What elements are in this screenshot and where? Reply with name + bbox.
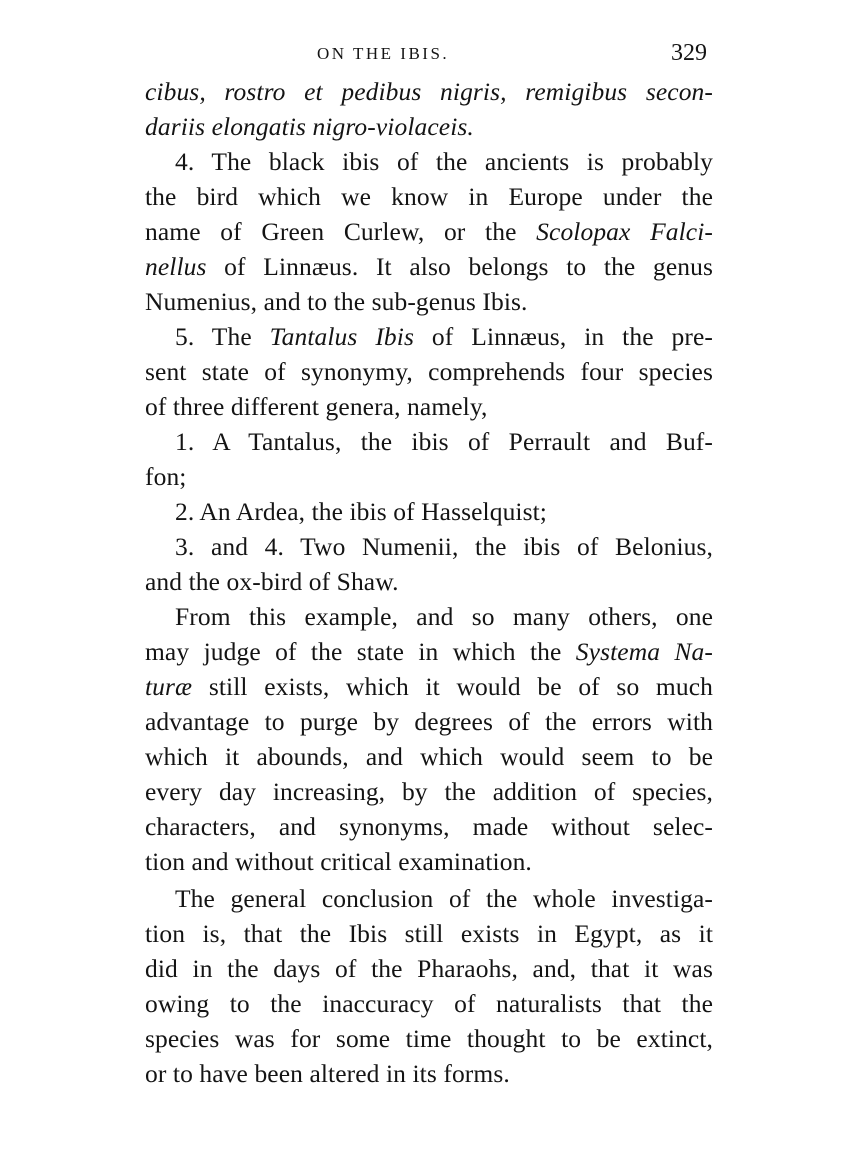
page-header xyxy=(145,34,713,74)
latin-description: cibus, rostro et pedibus nigris, remigibus secon- xyxy=(145,77,713,106)
paragraph-start: The general conclusion of the whole investiga- xyxy=(175,884,713,913)
page-number: 329 xyxy=(671,40,707,66)
text-line: owing to the inaccuracy of naturalists that the xyxy=(145,989,713,1018)
paragraph-4-start: 4. The black ibis of the ancients is probably xyxy=(175,147,713,176)
text-line: sent state of synonymy, comprehends four species xyxy=(145,357,713,386)
running-head: ON THE IBIS. xyxy=(317,44,450,63)
text-line: and the ox-bird of Shaw. xyxy=(145,567,399,596)
species-name: nellus xyxy=(145,252,207,281)
paragraph-5-start: 5. The Tantalus Ibis of Linnæus, in the pre- xyxy=(175,322,714,351)
text-line: turæ still exists, which it would be of so much xyxy=(145,672,713,701)
text-line: did in the days of the Pharaohs, and, that it was xyxy=(145,954,713,983)
text-line: characters, and synonyms, made without selec- xyxy=(145,812,713,841)
text-line: every day increasing, by the addition of species, xyxy=(145,777,713,806)
species-name: Scolopax Falci- xyxy=(536,217,714,246)
book-page xyxy=(145,34,713,1091)
text-line: nellus of Linnæus. It also belongs to the genus xyxy=(145,252,713,281)
book-title: turæ xyxy=(145,672,193,701)
text-line: Numenius, and to the sub-genus Ibis. xyxy=(145,287,528,316)
text-line: species was for some time thought to be extinct, xyxy=(145,1024,713,1053)
paragraph-start: From this example, and so many others, one xyxy=(175,602,713,631)
list-item-2: 2. An Ardea, the ibis of Hasselquist; xyxy=(175,497,547,526)
latin-description: dariis elongatis nigro-violaceis. xyxy=(145,112,474,141)
list-item-1: 1. A Tantalus, the ibis of Perrault and Buf- xyxy=(175,427,713,456)
text-line: name of Green Curlew, or the Scolopax Falci- xyxy=(145,217,714,246)
text-line: tion is, that the Ibis still exists in Egypt, as it xyxy=(145,919,713,948)
body-text xyxy=(145,74,713,1091)
text-line: of three different genera, namely, xyxy=(145,392,488,421)
text-line: which it abounds, and which would seem to be xyxy=(145,742,713,771)
book-title: Systema Na- xyxy=(575,637,713,666)
text-line: may judge of the state in which the Systema Na- xyxy=(145,637,713,666)
text-line: advantage to purge by degrees of the errors with xyxy=(145,707,713,736)
list-item-3-4: 3. and 4. Two Numenii, the ibis of Belonius, xyxy=(175,532,713,561)
text-line: the bird which we know in Europe under the xyxy=(145,182,713,211)
species-name: Tantalus Ibis xyxy=(269,322,414,351)
text-line xyxy=(145,109,713,144)
text-line: fon; xyxy=(145,462,187,491)
text-line: tion and without critical examination. xyxy=(145,847,532,876)
text-line: or to have been altered in its forms. xyxy=(145,1059,510,1088)
text-line xyxy=(145,74,713,109)
